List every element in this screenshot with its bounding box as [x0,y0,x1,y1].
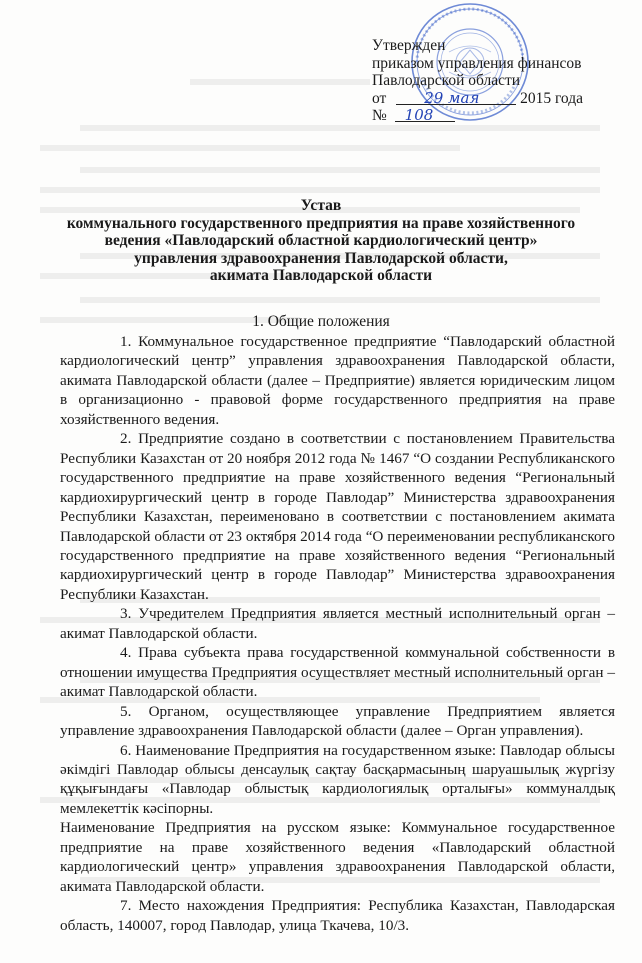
title-line-4: управления здравоохранения Павлодарской области, [134,249,508,267]
paragraph-3: 3. Учредителем Предприятия является местный исполнительный орган – акимат Павлодарской области. [60,605,615,642]
document-title [20,197,622,285]
paragraph-1: 1. Коммунальное государственное предприятие “Павлодарский областной кардиологический центр” управления здравоохранения Павлодарской области, акимата Павлодарской области (далее – Предприятие) является юридическим лицом в организационно - правовой форме государственного предприятия на праве хозяйственного ведения. [60,333,615,428]
paragraph-4: 4. Права субъекта права государственной коммунальной собственности в отношении имущества Предприятия осуществляет местный исполнительный орган – акимат Павлодарской области. [60,644,615,701]
document-body [60,332,615,935]
title-line-1: Устав [300,197,342,214]
handwritten-date: 29 мая [424,88,480,107]
date-blank [396,90,516,105]
title-line-2: коммунального государственного предприятия на праве хозяйственного [66,214,576,232]
approval-line-3: Павлодарской области [372,72,521,89]
approval-date-line [372,90,632,108]
handwritten-number: 108 [404,106,434,124]
title-line-3: ведения «Павлодарский областной кардиологический центр» [104,232,538,249]
paragraph-5: 5. Органом, осуществляющее управление Предприятием является управление здравоохранения Павлодарской области (далее – Орган управления). [60,702,615,740]
section-heading: 1. Общие положения [252,313,390,330]
paragraph-6: 6. Наименование Предприятия на государственном языке: Павлодар облысы әкімдігі Павлодар облысы денсаулық сақтау басқармасының шаруашылық жүргізу құқығындағы «Павлодар облыстық кардиологиялық орталығы» коммуналдық мемлекеттік кәсіпорны. [60,741,615,817]
number-blank [395,107,455,122]
paragraph-6-russian-name: Наименование Предприятия на русском языке: Коммунальное государственное предприятие на праве хозяйственного ведения «Павлодарский областной кардиологический центр» управления здравоохранения Павлодарской области, акимата Павлодарской области. [60,819,615,895]
paragraph-7: 7. Место нахождения Предприятия: Республика Казахстан, Павлодарская область, 140007, город Павлодар, улица Ткачева, 10/3. [60,897,615,934]
approval-number-line [372,107,632,125]
approval-year: 2015 года [520,89,583,107]
approval-line-2: приказом управления финансов [372,54,582,72]
paragraph-2: 2. Предприятие создано в соответствии с постановлением Правительства Республики Казахстан от 20 ноября 2012 года № 1467 “О создании Республиканского государственного предприятие на праве хозяйственного ведения “Региональный кардиохирургический центр в городе Павлодар” Министерства здравоохранения Республики Казахстан, переименовано в соответствии с постановлением акимата Павлодарской области от 23 октября 2014 года “О переименовании республиканского государственного предприятие на праве хозяйственного ведения “Региональный кардиохирургический центр в городе Павлодар” Министерства здравоохранения Республики Казахстан. [60,430,615,603]
approval-block [372,37,632,125]
approval-number-prefix: № [372,107,387,124]
approval-from-prefix: от [372,89,387,107]
title-line-5: акимата Павлодарской области [209,267,433,284]
approval-line-1: Утвержден [372,37,446,54]
